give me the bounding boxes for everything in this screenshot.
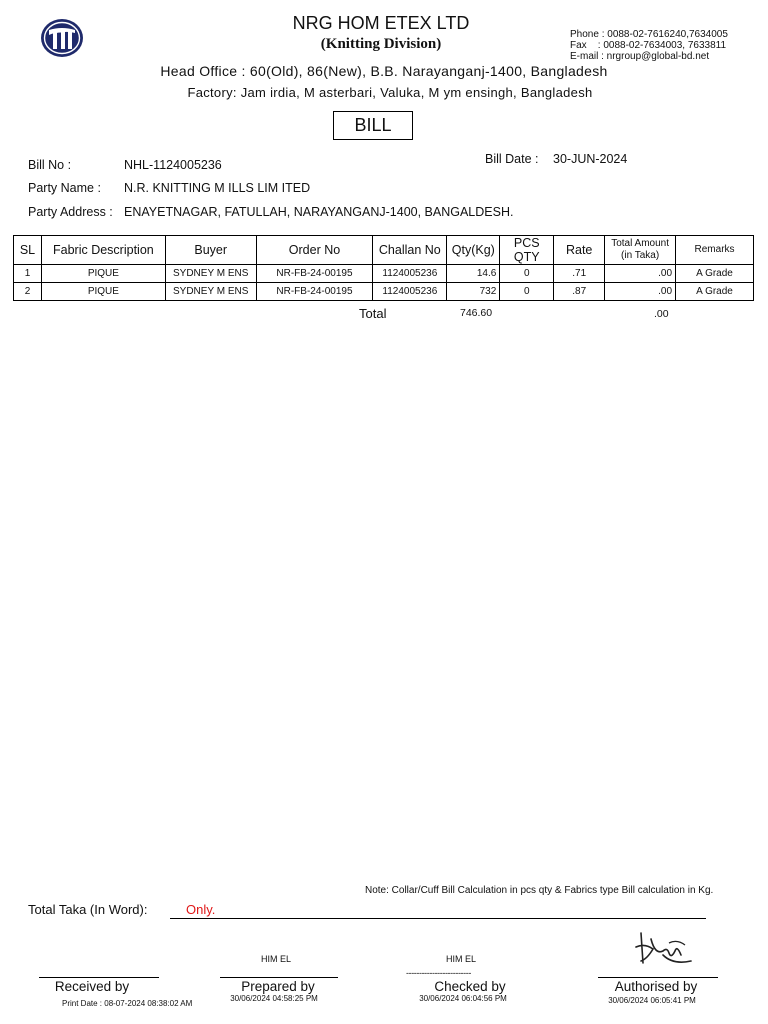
col-header-amount-line1: Total Amount xyxy=(611,238,669,249)
party-address-label: Party Address : xyxy=(28,205,113,219)
total-taka-underline xyxy=(170,918,706,919)
authorised-by-label: Authorised by xyxy=(614,979,698,994)
cell-buyer: SYDNEY M ENS xyxy=(165,283,256,301)
party-address-value: ENAYETNAGAR, FATULLAH, NARAYANGANJ-1400, BANGALDESH. xyxy=(124,205,514,219)
prepared-by-label: Prepared by xyxy=(241,979,315,994)
total-label: Total xyxy=(359,306,387,321)
cell-sl: 2 xyxy=(14,283,42,301)
col-header-sl: SL xyxy=(14,236,42,265)
party-name-label: Party Name : xyxy=(28,181,101,195)
cell-sl: 1 xyxy=(14,265,42,283)
head-office-address: Head Office : 60(Old), 86(New), B.B. Narayanganj-1400, Bangladesh xyxy=(160,63,608,79)
cell-remarks: A Grade xyxy=(676,283,754,301)
col-header-order: Order No xyxy=(256,236,373,265)
contact-block xyxy=(570,29,728,62)
cell-challan: 1124005236 xyxy=(373,283,447,301)
checked-by-name: HIM EL xyxy=(445,954,476,964)
table-row xyxy=(14,283,754,301)
cell-challan: 1124005236 xyxy=(373,265,447,283)
cell-amount: .00 xyxy=(605,265,676,283)
bill-date-value: 30-JUN-2024 xyxy=(553,152,628,166)
phone-text: Phone : 0088-02-7616240,7634005 xyxy=(570,29,728,40)
table-header-row xyxy=(14,236,754,265)
prepared-by-name: HIM EL xyxy=(260,954,291,964)
calculation-note: Note: Collar/Cuff Bill Calculation in pcs qty & Fabrics type Bill calculation in Kg. xyxy=(365,885,714,896)
total-amount: .00 xyxy=(654,308,669,320)
col-header-challan: Challan No xyxy=(373,236,447,265)
total-qty: 746.60 xyxy=(460,307,493,319)
cell-qty: 732 xyxy=(447,283,500,301)
received-by-label: Received by xyxy=(54,979,130,994)
checked-by-line: ------------------------- xyxy=(406,968,471,978)
bill-items-table xyxy=(13,235,754,301)
email-text: E-mail : nrgroup@global-bd.net xyxy=(570,51,710,62)
cell-order: NR-FB-24-00195 xyxy=(256,283,373,301)
prepared-by-line xyxy=(220,977,338,978)
col-header-remarks: Remarks xyxy=(676,236,754,265)
cell-fabric: PIQUE xyxy=(41,265,165,283)
authorised-by-line xyxy=(598,977,718,978)
cell-pcs: 0 xyxy=(500,265,554,283)
cell-fabric: PIQUE xyxy=(41,283,165,301)
cell-buyer: SYDNEY M ENS xyxy=(165,265,256,283)
bill-date-label: Bill Date : xyxy=(485,152,539,166)
prepared-by-timestamp: 30/06/2024 04:58:25 PM xyxy=(230,994,318,1003)
cell-rate: .87 xyxy=(554,283,605,301)
col-header-amount-line2: (in Taka) xyxy=(621,250,660,261)
cell-remarks: A Grade xyxy=(676,265,754,283)
factory-address: Factory: Jam irdia, M asterbari, Valuka, M ym ensingh, Bangladesh xyxy=(187,85,593,100)
cell-order: NR-FB-24-00195 xyxy=(256,265,373,283)
cell-amount: .00 xyxy=(605,283,676,301)
company-name: NRG HOM ETEX LTD xyxy=(292,13,470,33)
received-by-line xyxy=(39,977,159,978)
party-name-value: N.R. KNITTING M ILLS LIM ITED xyxy=(124,181,311,195)
cell-rate: .71 xyxy=(554,265,605,283)
authorised-signature-icon xyxy=(633,925,695,969)
total-taka-label: Total Taka (In Word): xyxy=(28,902,148,917)
division-name: (Knitting Division) xyxy=(320,36,442,52)
document-title: BILL xyxy=(333,111,413,140)
fax-text: Fax : 0088-02-7634003, 7633811 xyxy=(570,40,727,51)
checked-by-timestamp: 30/06/2024 06:04:56 PM xyxy=(419,994,507,1003)
bill-no-value: NHL-1124005236 xyxy=(124,158,222,172)
cell-qty: 14.6 xyxy=(447,265,500,283)
col-header-qty: Qty(Kg) xyxy=(447,236,500,265)
bill-no-label: Bill No : xyxy=(28,158,72,172)
col-header-rate: Rate xyxy=(554,236,605,265)
table-row xyxy=(14,265,754,283)
authorised-by-timestamp: 30/06/2024 06:05:41 PM xyxy=(608,996,696,1005)
checked-by-label: Checked by xyxy=(434,979,506,994)
total-taka-words: Only. xyxy=(186,902,216,917)
col-header-buyer: Buyer xyxy=(165,236,256,265)
cell-pcs: 0 xyxy=(500,283,554,301)
col-header-amount xyxy=(605,236,676,265)
col-header-fabric: Fabric Description xyxy=(41,236,165,265)
print-date: Print Date : 08-07-2024 08:38:02 AM xyxy=(62,999,193,1008)
col-header-pcs: PCS QTY xyxy=(500,236,554,265)
